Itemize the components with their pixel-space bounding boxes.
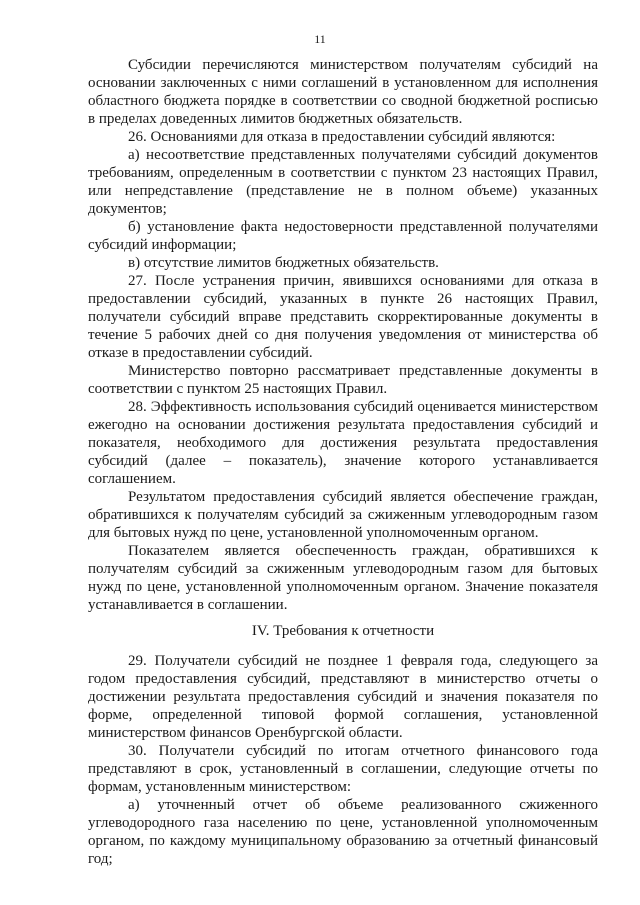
page-number: 11: [314, 32, 326, 46]
paragraph: Министерство повторно рассматривает представленные документы в соответствии с пунктом 25 настоящих Правил.: [88, 363, 598, 397]
paragraph: а) несоответствие представленных получателями субсидий документов требованиям, определенным в соответствии с пунктом 23 настоящих Правил, или непредставление (представление не в полном объеме) указанных документов;: [88, 147, 598, 217]
paragraph: 27. После устранения причин, явившихся основаниями для отказа в предоставлении субсидий, указанных в пункте 26 настоящих Правил, получатели субсидий вправе представить скорректированные документы в течение 5 рабочих дней со дня получения уведомления от министерства об отказе в предоставлении субсидий.: [88, 273, 598, 361]
paragraph: в) отсутствие лимитов бюджетных обязательств.: [128, 255, 439, 271]
paragraph: 26. Основаниями для отказа в предоставлении субсидий являются:: [128, 129, 556, 145]
paragraph: 28. Эффективность использования субсидий оценивается министерством ежегодно на основании достижения результата предоставления субсидий и показателя, необходимого для достижения результата предоставления субсидий (далее – показатель), значение которого устанавливается соглашением.: [88, 399, 598, 487]
paragraph: б) установление факта недостоверности представленной получателями субсидий информации;: [88, 219, 598, 253]
paragraph: 30. Получатели субсидий по итогам отчетного финансового года представляют в срок, установленный в соглашении, следующие отчеты по формам, установленным министерством:: [88, 743, 598, 795]
paragraph: 29. Получатели субсидий не позднее 1 февраля года, следующего за годом предоставления субсидий, представляют в министерство отчеты о достижении результата предоставления субсидий и значения показателя по форме, определенной типовой формой соглашения, установленной министерством финансов Оренбургской области.: [88, 653, 598, 741]
paragraph: Субсидии перечисляются министерством получателям субсидий на основании заключенных с ними соглашений в установленном для исполнения областного бюджета порядке в соответствии со сводной бюджетной росписью в пределах доведенных лимитов бюджетных обязательств.: [88, 57, 598, 127]
paragraph: а) уточненный отчет об объеме реализованного сжиженного углеводородного газа населению по цене, установленной уполномоченным органом, по каждому муниципальному образованию за отчетный финансовый год;: [88, 797, 598, 867]
paragraph: Результатом предоставления субсидий является обеспечение граждан, обратившихся к получателям субсидий за сжиженным углеводородным газом для бытовых нужд по цене, установленной уполномоченным органом.: [88, 489, 598, 541]
document-body: [88, 56, 598, 868]
paragraph: Показателем является обеспеченность граждан, обратившихся к получателям субсидий за сжиженным углеводородным газом для бытовых нужд по цене, установленной уполномоченным органом. Значение показателя устанавливается в соглашении.: [88, 543, 598, 613]
section-heading: IV. Требования к отчетности: [251, 623, 435, 639]
